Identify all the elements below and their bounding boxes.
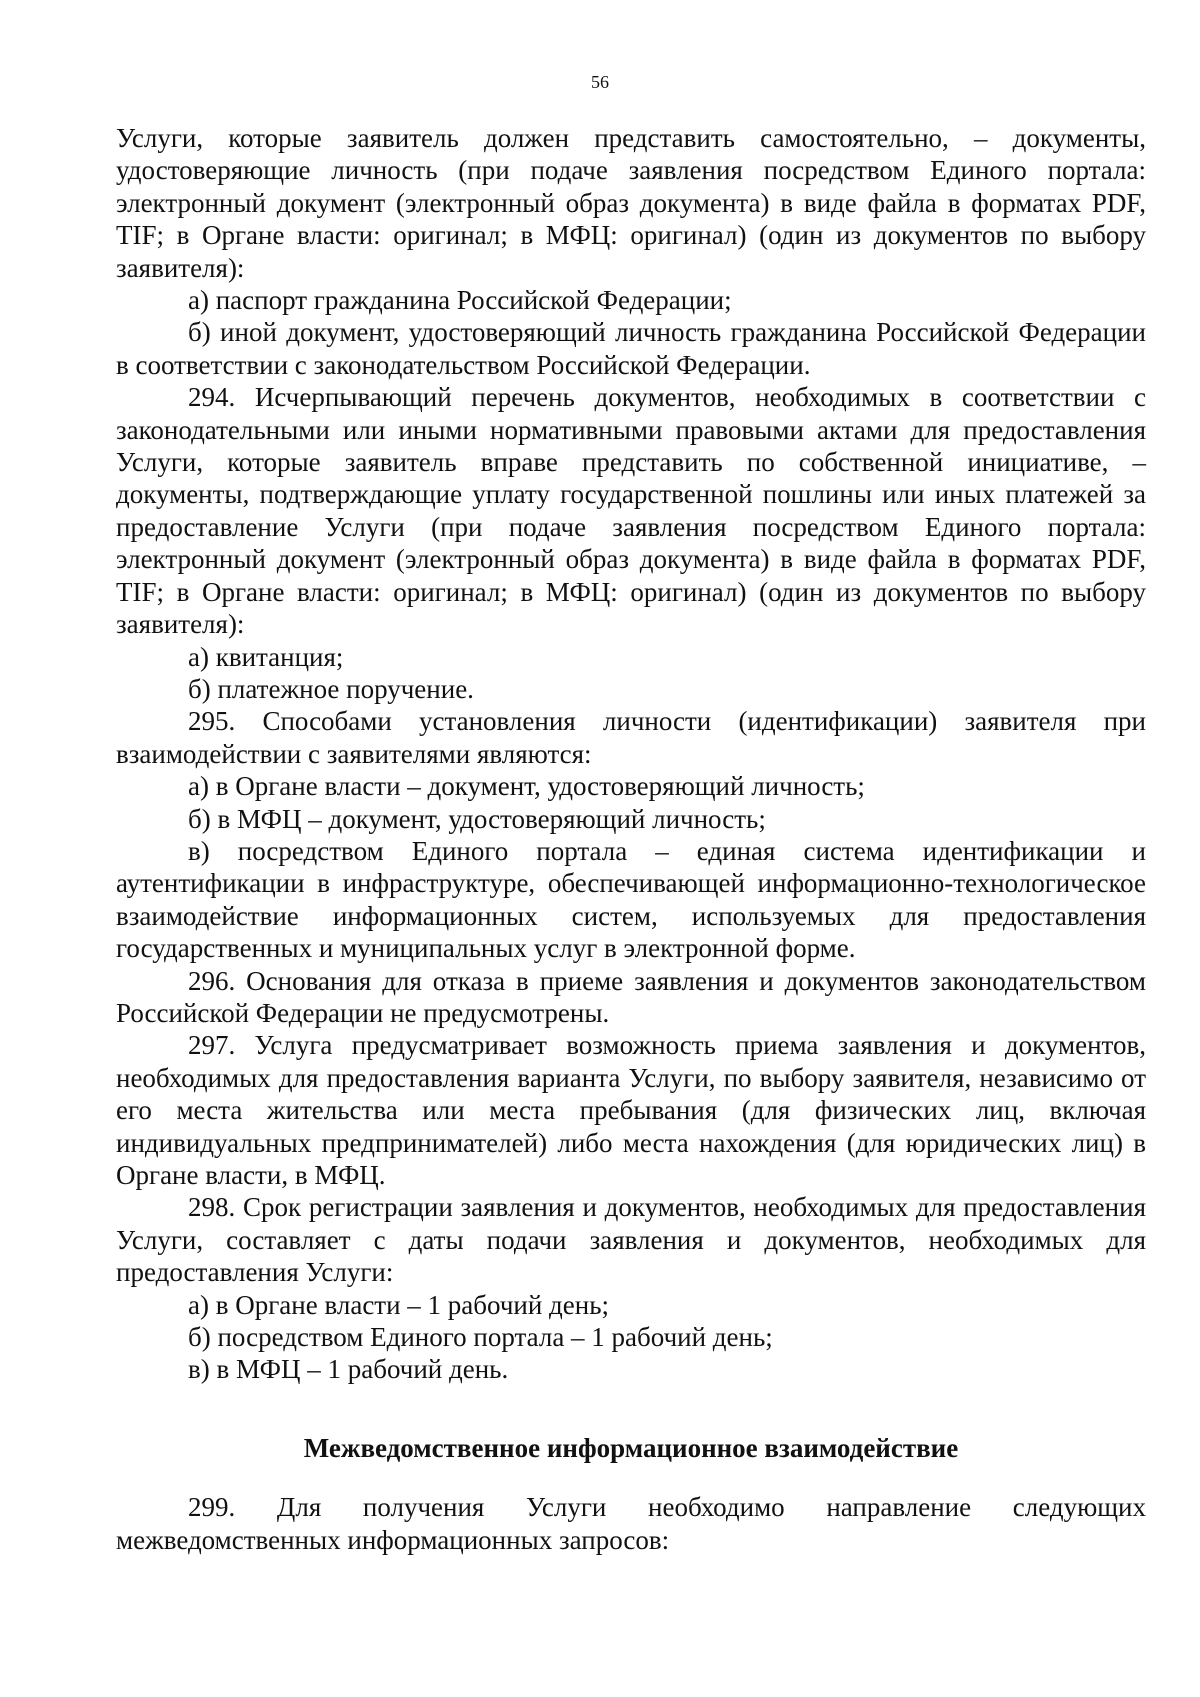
paragraphs-before-heading: [116, 122, 1146, 1386]
paragraph: а) паспорт гражданина Российской Федерации;: [188, 285, 732, 316]
paragraph: а) в Органе власти – 1 рабочий день;: [188, 1289, 610, 1320]
paragraph: 294. Исчерпывающий перечень документов, необходимых в соответствии с законодательными или иными нормативными правовыми актами для предоставления Услуги, которые заявитель вправе представить по собственной инициативе, – документы, подтверждающие уплату государственной пошлины или иных платежей за предоставление Услуги (при подаче заявления посредством Единого портала: электронный документ (электронный образ документа) в виде файла в форматах PDF, TIF; в Органе власти: оригинал; в МФЦ: оригинал) (один из документов по выбору заявителя):: [116, 382, 1146, 640]
paragraph: в) посредством Единого портала – единая система идентификации и аутентификации в инфраструктуре, обеспечивающей информационно-технологическое взаимодействие информационных систем, используемых для предоставления государственных и муниципальных услуг в электронной форме.: [116, 835, 1146, 964]
paragraph: 296. Основания для отказа в приеме заявления и документов законодательством Российской Федерации не предусмотрены.: [116, 965, 1146, 1028]
document-body: [116, 122, 1146, 1556]
paragraph: 295. Способами установления личности (идентификации) заявителя при взаимодействии с заявителями являются:: [116, 706, 1146, 769]
paragraph: в) в МФЦ – 1 рабочий день.: [188, 1354, 509, 1385]
paragraph: б) иной документ, удостоверяющий личность гражданина Российской Федерации в соответствии с законодательством Российской Федерации.: [116, 317, 1146, 380]
paragraph: 297. Услуга предусматривает возможность приема заявления и документов, необходимых для предоставления варианта Услуги, по выбору заявителя, независимо от его места жительства или места пребывания (для физических лиц, включая индивидуальных предпринимателей) либо места нахождения (для юридических лиц) в Органе власти, в МФЦ.: [116, 1030, 1146, 1190]
paragraph: 299. Для получения Услуги необходимо направление следующих межведомственных информационных запросов:: [116, 1492, 1146, 1555]
page-number: 56: [591, 72, 609, 92]
paragraphs-after-heading: [116, 1491, 1146, 1556]
paragraph: 298. Срок регистрации заявления и документов, необходимых для предоставления Услуги, составляет с даты подачи заявления и документов, необходимых для предоставления Услуги:: [116, 1192, 1146, 1288]
paragraph: Услуги, которые заявитель должен представить самостоятельно, – документы, удостоверяющие личность (при подаче заявления посредством Единого портала: электронный документ (электронный образ документа) в виде файла в форматах PDF, TIF; в Органе власти: оригинал; в МФЦ: оригинал) (один из документов по выбору заявителя):: [116, 123, 1146, 283]
paragraph: а) в Органе власти – документ, удостоверяющий личность;: [188, 771, 865, 802]
paragraph: б) в МФЦ – документ, удостоверяющий личность;: [188, 803, 766, 834]
section-heading: Межведомственное информационное взаимодействие: [303, 1432, 959, 1463]
paragraph: а) квитанция;: [188, 641, 344, 672]
paragraph: б) посредством Единого портала – 1 рабочий день;: [188, 1322, 773, 1353]
paragraph: б) платежное поручение.: [188, 673, 474, 704]
